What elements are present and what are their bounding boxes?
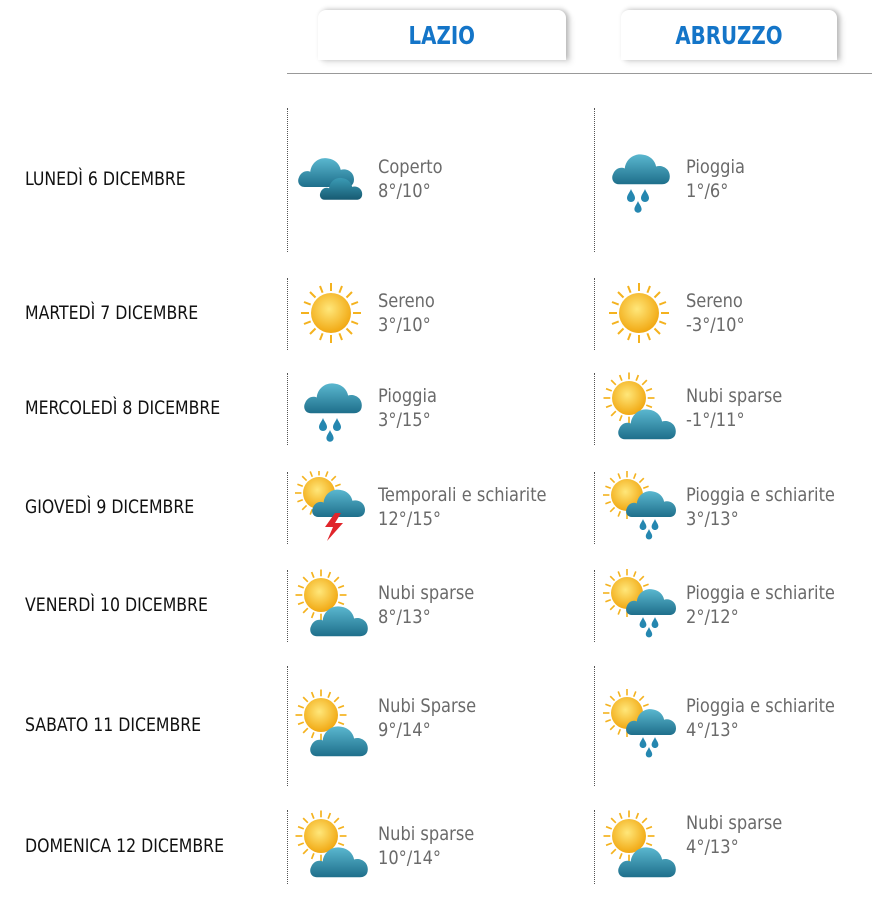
abruzzo-forecast-temps — [686, 605, 739, 629]
tab-lazio[interactable] — [318, 10, 566, 60]
lazio-temps-text: 8°/10° — [378, 180, 431, 202]
lazio-forecast-temps — [378, 718, 431, 742]
lazio-forecast-temps — [378, 846, 441, 870]
lazio-forecast-condition: Coperto — [378, 156, 443, 178]
sun-rain-icon — [603, 471, 677, 545]
partly-cloudy-icon — [295, 689, 369, 763]
column-divider-abruzzo — [594, 108, 595, 252]
rain-icon — [295, 372, 369, 446]
column-divider-lazio — [287, 373, 288, 445]
partly-cloudy-icon — [603, 810, 677, 884]
day-label: DOMENICA 12 DICEMBRE — [25, 835, 225, 857]
column-divider-abruzzo — [594, 570, 595, 642]
partly-cloudy-icon — [295, 569, 369, 643]
abruzzo-forecast-condition: Sereno — [686, 290, 743, 312]
lazio-temps-text: 8°/13° — [378, 606, 431, 628]
abruzzo-temps-text: 2°/12° — [686, 606, 739, 628]
column-divider-abruzzo — [594, 278, 595, 350]
column-divider-lazio — [287, 108, 288, 252]
column-divider-abruzzo — [594, 666, 595, 786]
column-divider-lazio — [287, 570, 288, 642]
abruzzo-forecast-condition: Nubi sparse — [686, 385, 783, 407]
abruzzo-temps-text: -1°/11° — [686, 409, 745, 431]
lazio-forecast-condition: Nubi sparse — [378, 823, 475, 845]
abruzzo-forecast-condition: Pioggia e schiarite — [686, 695, 835, 717]
tab-abruzzo[interactable] — [621, 10, 837, 60]
lazio-temps-text: 12°/15° — [378, 508, 442, 530]
abruzzo-forecast-temps — [686, 835, 739, 859]
sun-icon — [295, 277, 369, 351]
column-divider-abruzzo — [594, 373, 595, 445]
abruzzo-forecast-condition: Pioggia — [686, 156, 745, 178]
abruzzo-forecast-condition: Pioggia e schiarite — [686, 582, 835, 604]
lazio-forecast-condition: Nubi sparse — [378, 582, 475, 604]
rain-icon — [603, 143, 677, 217]
day-label: MERCOLEDÌ 8 DICEMBRE — [25, 397, 221, 419]
lazio-forecast-condition: Sereno — [378, 290, 435, 312]
lazio-forecast-temps — [378, 408, 431, 432]
abruzzo-forecast-temps — [686, 408, 745, 432]
lazio-forecast-condition: Pioggia — [378, 385, 437, 407]
sun-rain-icon — [603, 689, 677, 763]
abruzzo-forecast-condition: Nubi sparse — [686, 812, 783, 834]
lazio-temps-text: 3°/15° — [378, 409, 431, 431]
column-divider-lazio — [287, 472, 288, 544]
day-label: MARTEDÌ 7 DICEMBRE — [25, 302, 199, 324]
lazio-forecast-temps — [378, 179, 431, 203]
lazio-forecast-condition: Temporali e schiarite — [378, 484, 547, 506]
day-label: VENERDÌ 10 DICEMBRE — [25, 594, 208, 616]
lazio-forecast-temps — [378, 605, 431, 629]
lazio-temps-text: 3°/10° — [378, 314, 431, 336]
abruzzo-temps-text: 1°/6° — [686, 180, 729, 202]
abruzzo-temps-text: 3°/13° — [686, 508, 739, 530]
thunderstorm-sun-icon — [295, 471, 369, 545]
lazio-forecast-temps — [378, 507, 441, 531]
sun-icon — [603, 277, 677, 351]
abruzzo-forecast-condition: Pioggia e schiarite — [686, 484, 835, 506]
lazio-temps-text: 10°/14° — [378, 847, 442, 869]
abruzzo-temps-text: 4°/13° — [686, 836, 739, 858]
tab-lazio-label: LAZIO — [408, 20, 476, 50]
column-divider-lazio — [287, 810, 288, 884]
lazio-temps-text: 9°/14° — [378, 719, 431, 741]
day-label: SABATO 11 DICEMBRE — [25, 714, 202, 736]
column-divider-abruzzo — [594, 810, 595, 884]
abruzzo-forecast-temps — [686, 507, 739, 531]
day-label: GIOVEDÌ 9 DICEMBRE — [25, 496, 195, 518]
sun-rain-icon — [603, 569, 677, 643]
lazio-forecast-condition: Nubi Sparse — [378, 695, 477, 717]
abruzzo-forecast-temps — [686, 179, 728, 203]
partly-cloudy-icon — [295, 810, 369, 884]
column-divider-lazio — [287, 278, 288, 350]
abruzzo-temps-text: -3°/10° — [686, 314, 745, 336]
day-label: LUNEDÌ 6 DICEMBRE — [25, 168, 186, 190]
column-divider-lazio — [287, 666, 288, 786]
partly-cloudy-icon — [603, 372, 677, 446]
abruzzo-forecast-temps — [686, 313, 745, 337]
abruzzo-forecast-temps — [686, 718, 739, 742]
abruzzo-temps-text: 4°/13° — [686, 719, 739, 741]
cloudy-icon — [295, 143, 369, 217]
tab-abruzzo-label: ABRUZZO — [675, 20, 783, 50]
lazio-forecast-temps — [378, 313, 431, 337]
header-divider — [287, 73, 872, 74]
column-divider-abruzzo — [594, 472, 595, 544]
